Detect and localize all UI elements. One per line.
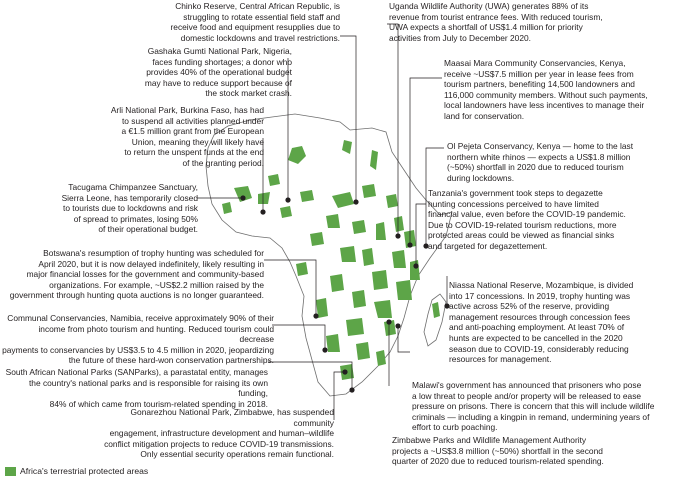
annotation-namibia: Communal Conservancies, Namibia, receive approximately 90% of their income from photo tourism and hunting. Reduced tourism could decrease payments to conservancies by US$3.5 to 4.5 million in 2020, jeopardizing the future of these hard-won conservation partnerships.: [2, 313, 274, 366]
annotation-tanzania: Tanzania's government took steps to degazette hunting concessions perceived to have limited financial value, even before the COVID-19 pandemic. Due to COVID-19-related tourism reductions, more protected areas could be viewed as financial sinks and targeted for degazettement.: [428, 188, 626, 251]
legend-swatch: [5, 467, 16, 476]
annotation-niassa: Niassa National Reserve, Mozambique, is divided into 17 concessions. In 2019, trophy hunting was active across 52% of the reserve, providing management resources through concession fees and anti-poaching employment. At least 70% of hunts are expected to be cancelled in the 2020 season due to COVID-19, considerably reducing resources for management.: [449, 280, 634, 365]
legend-label: Africa's terrestrial protected areas: [20, 466, 149, 476]
annotation-arli: Arli National Park, Burkina Faso, has had to suspend all activities planned under a €1.5 million grant from the European Union, meaning they will likely have to return the unspent funds at the end of the granting period.: [110, 105, 264, 168]
annotation-botswana: Botswana's resumption of trophy hunting was scheduled for April 2020, but it is now delayed indefinitely, likely resulting in major financial losses for the government and community-based organizations. For example, ~US$2.2 million raised by the government through hunting quota auctions is no longer guaranteed.: [9, 248, 264, 301]
annotation-uganda: Uganda Wildlife Authority (UWA) generates 88% of its revenue from tourist entrance fees. With reduced tourism, UWA expects a shortfall of US$1.4 million for priority activities from July to December 2020.: [389, 1, 603, 43]
madagascar: [424, 294, 446, 346]
legend: [5, 466, 148, 476]
annotation-zimparks: Zimbabwe Parks and Wildlife Management Authority projects a ~US$3.8 million (~50%) shortfall in the second quarter of 2020 due to reduced tourism-related spending.: [392, 435, 604, 467]
annotation-sanparks: South African National Parks (SANParks), a parastatal entity, manages the country's national parks and is responsible for raising its own funding, 84% of which came from tourism-related spending in 2018.: [5, 367, 268, 409]
annotation-tacugama: Tacugama Chimpanzee Sanctuary, Sierra Leone, has temporarily closed to tourists due to lockdowns and risk of spread to primates, losing 50% of their operational budget.: [61, 182, 198, 235]
annotation-chinko: Chinko Reserve, Central African Republic, is struggling to rotate essential field staff and receive food and equipment resupplies due to domestic lockdowns and travel restrictions.: [170, 1, 340, 43]
annotation-gashaka: Gashaka Gumti National Park, Nigeria, faces funding shortages; a donor who provides 40% of the operational budget may have to reduce support because of the stock market crash.: [144, 46, 292, 99]
annotation-maasai: Maasai Mara Community Conservancies, Kenya, receive ~US$7.5 million per year in lease fees from tourism partners, benefiting 14,500 landowners and 116,000 community members. Without such payments, local landowners have less incentives to manage their land for conservation.: [444, 58, 648, 121]
annotation-gonarezhou: Gonarezhou National Park, Zimbabwe, has suspended community engagement, infrastructure development and human–wildlife conflict mitigation projects to reduce COVID-19 transmissions. Only essential security operations remain functional.: [104, 407, 334, 460]
annotation-olpejeta: Ol Pejeta Conservancy, Kenya — home to the last northern white rhinos — expects a US$1.8 million (~50%) shortfall in 2020 due to reduced tourism during lockdowns.: [447, 141, 634, 183]
annotation-malawi: Malawi's government has announced that prisoners who pose a low threat to people and/or property will be released to ease pressure on prisons. There is concern that this will include wildlife criminals — including a kingpin in remand, undermining years of effort to curb poaching.: [412, 380, 655, 433]
